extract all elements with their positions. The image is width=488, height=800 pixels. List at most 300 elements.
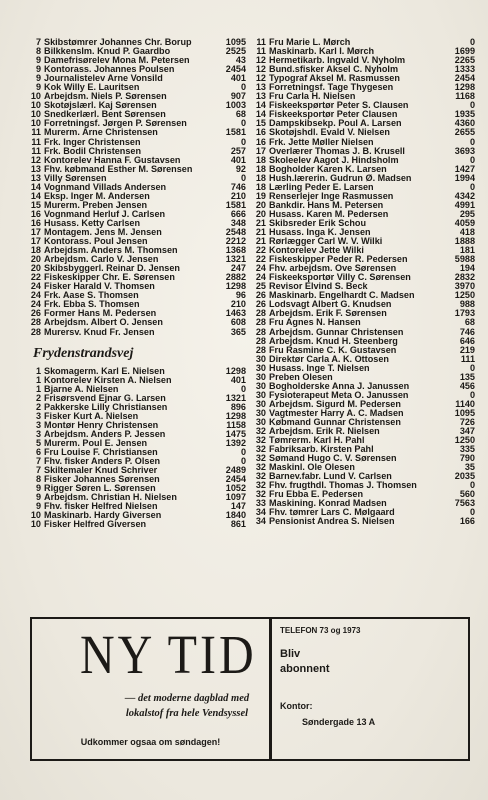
house-number: 9 — [35, 65, 41, 75]
list-item — [253, 237, 475, 246]
resident-name: Rigger Søren L. Sørensen — [44, 484, 156, 494]
house-number: 10 — [30, 110, 41, 120]
phone-number: 1793 — [454, 309, 475, 319]
list-item — [28, 412, 246, 421]
list-item — [28, 174, 246, 183]
resident-name: Fhv. fisker Helfred Nielsen — [44, 502, 158, 512]
house-number: 20 — [255, 200, 266, 210]
house-number: 32 — [255, 463, 266, 473]
house-number: 8 — [35, 475, 41, 485]
phone-number: 1250 — [454, 291, 475, 301]
phone-number: 347 — [459, 427, 475, 437]
house-number: 28 — [255, 336, 266, 346]
list-item — [28, 300, 246, 309]
phone-number: 348 — [230, 218, 246, 228]
house-number: 7 — [35, 466, 41, 476]
house-number: 34 — [255, 517, 266, 527]
phone-number: 988 — [459, 300, 475, 310]
phone-number: 96 — [235, 291, 246, 301]
list-item — [28, 92, 246, 101]
list-item — [28, 38, 246, 47]
phone-number: 365 — [230, 327, 246, 337]
resident-name: Kontorass. Poul Jensen — [44, 237, 148, 247]
list-item — [253, 517, 475, 526]
list-item — [253, 427, 475, 436]
phone-number: 0 — [240, 447, 246, 457]
list-item — [28, 376, 246, 385]
phone-number: 2035 — [454, 472, 475, 482]
resident-name: Frisørsvend Ejnar G. Larsen — [44, 393, 166, 403]
phone-number: 2882 — [225, 273, 246, 283]
list-item — [253, 101, 475, 110]
phone-number: 1321 — [225, 255, 246, 265]
resident-name: Fru Marie L. Mørch — [269, 38, 351, 47]
list-item — [253, 499, 475, 508]
phone-number: 1140 — [455, 399, 475, 409]
list-item — [28, 448, 246, 457]
phone-number: 0 — [240, 83, 246, 93]
phone-number: 2265 — [454, 56, 475, 66]
list-item — [253, 255, 475, 264]
phone-number: 0 — [240, 137, 246, 147]
phone-number: 1888 — [454, 237, 475, 247]
list-item — [253, 436, 475, 445]
resident-name: Skibsreder Erik Schou — [269, 218, 367, 228]
ny-tid-logo: NY TID — [80, 624, 257, 686]
house-number: 28 — [30, 327, 41, 337]
phone-number: 4360 — [454, 119, 475, 129]
list-item — [28, 228, 246, 237]
resident-name: Fysioterapeut Meta O. Janussen — [269, 390, 409, 400]
phone-number: 2454 — [225, 65, 246, 75]
phone-number: 608 — [230, 318, 246, 328]
resident-name: Lærling Peder E. Larsen — [269, 182, 374, 192]
phone-number: 1250 — [454, 436, 475, 446]
list-item — [253, 337, 475, 346]
house-number: 1 — [35, 366, 41, 376]
phone-number: 0 — [469, 390, 475, 400]
resident-name: Vognmand Villads Andersen — [44, 182, 167, 192]
phone-number: 1935 — [454, 110, 475, 120]
list-item — [28, 101, 246, 110]
list-item — [253, 346, 475, 355]
phone-number: 3970 — [454, 282, 475, 292]
resident-name: Arbejdsm. Anders P. Jessen — [44, 429, 166, 439]
house-number: 11 — [256, 47, 266, 57]
resident-name: Fisker Johannes Sørensen — [44, 475, 160, 485]
resident-name: Kontorelev Hanna F. Gustavsen — [44, 155, 181, 165]
list-item — [253, 138, 475, 147]
phone-number: 1298 — [225, 282, 246, 292]
house-number: 17 — [255, 146, 266, 156]
phone-number: 1298 — [454, 83, 475, 93]
phone-number: 1581 — [225, 200, 246, 210]
list-item — [28, 201, 246, 210]
resident-name: Bund.sfisker Aksel C. Nyholm — [269, 65, 399, 75]
house-number: 10 — [30, 101, 41, 111]
phone-number: 210 — [230, 300, 246, 310]
phone-number: 907 — [230, 92, 246, 102]
list-item — [28, 457, 246, 466]
house-number: 7 — [35, 38, 41, 47]
resident-name: Fru Carla H. Nielsen — [269, 92, 356, 102]
phone-number: 1095 — [225, 38, 246, 47]
house-number: 30 — [255, 399, 266, 409]
resident-name: Renserlejer Inge Rasmussen — [269, 191, 394, 201]
list-item — [28, 147, 246, 156]
house-number: 12 — [255, 56, 266, 66]
list-item — [253, 463, 475, 472]
house-number: 2 — [35, 393, 41, 403]
list-item — [253, 147, 475, 156]
house-number: 11 — [31, 137, 41, 147]
phone-number: 181 — [459, 246, 475, 256]
house-number: 14 — [255, 101, 266, 111]
resident-name: Barnev.fabr. Lund V. Carlsen — [269, 472, 392, 482]
house-number: 10 — [30, 119, 41, 129]
phone-number: 0 — [469, 137, 475, 147]
house-number: 30 — [255, 417, 266, 427]
resident-name: Kok Willy E. Lauritsen — [44, 83, 140, 93]
phone-number: 746 — [230, 182, 246, 192]
resident-name: Vagtmester Harry A. C. Madsen — [269, 408, 404, 418]
list-item — [253, 355, 475, 364]
house-number: 32 — [255, 427, 266, 437]
house-number: 26 — [255, 300, 266, 310]
resident-name: Fabriksarb. Kirsten Pahl — [269, 445, 374, 455]
ad-abonnent: abonnent — [280, 663, 330, 675]
list-item — [28, 484, 246, 493]
resident-name: Husass. Inga K. Jensen — [269, 227, 371, 237]
phone-number: 2454 — [225, 475, 246, 485]
resident-name: Husass. Ketty Carlsen — [44, 218, 141, 228]
ad-address: Søndergade 13 A — [302, 717, 376, 727]
phone-number: 1097 — [225, 493, 246, 503]
house-number: 21 — [255, 227, 266, 237]
house-number: 22 — [255, 255, 266, 265]
house-number: 30 — [255, 381, 266, 391]
ad-side-panel — [272, 619, 468, 759]
house-number: 14 — [255, 110, 266, 120]
phone-number: 2212 — [225, 237, 246, 247]
list-item — [253, 83, 475, 92]
resident-name: Skoleelev Aagot J. Hindsholm — [269, 155, 399, 165]
resident-name: Skibstømrer Johannes Chr. Borup — [44, 38, 192, 47]
resident-name: Arbejdsm. Gunnar Christensen — [269, 327, 404, 337]
house-number: 16 — [255, 128, 266, 138]
house-number: 24 — [30, 291, 41, 301]
list-item — [253, 481, 475, 490]
resident-name: Snedkerlærl. Bent Sørensen — [44, 110, 166, 120]
phone-number: 1699 — [454, 47, 475, 57]
house-number: 24 — [30, 282, 41, 292]
resident-name: Fhv. arbejdsm. Ove Sørensen — [269, 264, 397, 274]
house-number: 24 — [255, 264, 266, 274]
resident-name: Murersv. Knud Fr. Jensen — [44, 327, 155, 337]
phone-number: 0 — [240, 173, 246, 183]
list-item — [253, 418, 475, 427]
list-item — [253, 373, 475, 382]
resident-name: Skomagerm. Karl E. Nielsen — [44, 366, 165, 376]
phone-number: 746 — [459, 327, 475, 337]
phone-number: 1463 — [225, 309, 246, 319]
list-item — [28, 210, 246, 219]
list-item — [253, 291, 475, 300]
ad-phone: TELEFON 73 og 1973 — [280, 626, 361, 635]
list-item — [253, 409, 475, 418]
resident-name: Maskinl. Ole Olesen — [269, 463, 355, 473]
house-number: 3 — [35, 420, 41, 430]
list-item — [253, 445, 475, 454]
resident-name: Murerm. Poul E. Jensen — [44, 438, 148, 448]
list-item — [28, 156, 246, 165]
resident-name: Arbejdsm. Christian H. Nielsen — [44, 493, 177, 503]
list-item — [28, 502, 246, 511]
resident-name: Frk. Inger Christensen — [44, 137, 141, 147]
house-number: 30 — [255, 408, 266, 418]
list-item — [28, 183, 246, 192]
list-item — [253, 56, 475, 65]
resident-name: Fru Ebba E. Pedersen — [269, 490, 363, 500]
list-item — [253, 219, 475, 228]
house-number: 18 — [30, 246, 41, 256]
house-number: 17 — [30, 227, 41, 237]
resident-name: Montør Henry Christensen — [44, 420, 159, 430]
resident-name: Montagem. Jens M. Jensen — [44, 227, 162, 237]
house-number: 13 — [255, 83, 266, 93]
phone-number: 861 — [230, 520, 246, 530]
house-number: 33 — [255, 499, 266, 509]
ad-bliv: Bliv — [280, 648, 301, 660]
phone-number: 418 — [459, 227, 475, 237]
list-item — [253, 210, 475, 219]
resident-name: Fisker Harald V. Thomsen — [44, 282, 155, 292]
house-number: 32 — [255, 445, 266, 455]
house-number: 25 — [255, 282, 266, 292]
house-number: 13 — [255, 92, 266, 102]
phone-number: 2525 — [225, 47, 246, 57]
phone-number: 1333 — [454, 65, 475, 75]
phone-number: 0 — [240, 384, 246, 394]
phone-number: 1158 — [226, 420, 246, 430]
resident-name: Fhv. frugthdl. Thomas J. Thomsen — [269, 481, 417, 491]
house-number: 30 — [255, 372, 266, 382]
house-number: 15 — [30, 200, 41, 210]
phone-number: 68 — [464, 318, 475, 328]
list-item — [253, 92, 475, 101]
list-item — [253, 490, 475, 499]
resident-name: Arbejdsm. Carlo V. Jensen — [44, 255, 159, 265]
list-item — [28, 493, 246, 502]
house-number: 19 — [255, 191, 266, 201]
phone-number: 666 — [230, 209, 246, 219]
house-number: 20 — [30, 255, 41, 265]
phone-number: 35 — [464, 463, 475, 473]
resident-name: Hush.lærerin. Gudrun Ø. Madsen — [269, 173, 412, 183]
house-number: 24 — [255, 273, 266, 283]
list-item — [28, 291, 246, 300]
list-item — [28, 192, 246, 201]
list-item — [28, 394, 246, 403]
resident-name: Bogholderske Anna J. Janussen — [269, 381, 410, 391]
phone-number: 896 — [230, 402, 246, 412]
list-item — [253, 119, 475, 128]
house-number: 9 — [35, 56, 41, 66]
phone-number: 219 — [459, 345, 475, 355]
house-number: 10 — [30, 520, 41, 530]
list-item — [28, 165, 246, 174]
resident-name: Husass. Inge T. Nielsen — [269, 363, 370, 373]
list-item — [253, 508, 475, 517]
resident-name: Hermetikarb. Ingvald V. Nyholm — [269, 56, 406, 66]
resident-name: Fhv. tømrer Lars C. Mølgaard — [269, 508, 395, 518]
house-number: 10 — [30, 511, 41, 521]
list-item — [253, 391, 475, 400]
resident-name: Murerm. Preben Jensen — [44, 200, 148, 210]
resident-name: Fisker Helfred Giversen — [44, 520, 147, 530]
list-item — [28, 403, 246, 412]
resident-name: Arbejdsm. Knud H. Steenberg — [269, 336, 398, 346]
resident-name: Damefrisørelev Mona M. Petersen — [44, 56, 190, 66]
house-number: 28 — [30, 318, 41, 328]
resident-name: Fhv. fisker Anders P. Olsen — [44, 457, 161, 467]
phone-number: 3693 — [454, 146, 475, 156]
resident-name: Fru Agnes N. Hansen — [269, 318, 361, 328]
phone-number: 401 — [230, 155, 246, 165]
section-heading: Frydenstrandsvej — [33, 345, 134, 361]
resident-name: Skotøjslærl. Kaj Sørensen — [44, 101, 157, 111]
phone-number: 5988 — [454, 255, 475, 265]
left-list — [28, 38, 246, 337]
resident-name: Eksp. Inger M. Andersen — [44, 191, 150, 201]
house-number: 24 — [30, 300, 41, 310]
resident-name: Kontorelev Jette Wilki — [269, 246, 364, 256]
house-number: 18 — [255, 173, 266, 183]
house-number: 32 — [255, 472, 266, 482]
list-item — [28, 83, 246, 92]
list-item — [28, 309, 246, 318]
resident-name: Forretningsf. Tage Thygesen — [269, 83, 394, 93]
phone-number: 2832 — [454, 273, 475, 283]
list-item — [28, 511, 246, 520]
list-item — [253, 264, 475, 273]
resident-name: Bogholder Karen K. Larsen — [269, 164, 387, 174]
house-number: 11 — [256, 38, 266, 47]
resident-name: Maskinarb. Engelhardt C. Madsen — [269, 291, 415, 301]
house-number: 12 — [255, 74, 266, 84]
house-number: 18 — [255, 155, 266, 165]
house-number: 28 — [255, 318, 266, 328]
list-item — [253, 282, 475, 291]
resident-name: Fru Louise F. Christiansen — [44, 447, 158, 457]
list-item — [28, 328, 246, 337]
resident-name: Revisor Elvind S. Beck — [269, 282, 368, 292]
house-number: 16 — [30, 218, 41, 228]
left-column — [28, 38, 246, 529]
list-item — [253, 228, 475, 237]
resident-name: Fiskeskipper Peder R. Pedersen — [269, 255, 408, 265]
resident-name: Pensionist Andrea S. Nielsen — [269, 517, 395, 527]
resident-name: Fiskeekspørtør Peter S. Clausen — [269, 101, 409, 111]
phone-number: 147 — [230, 502, 246, 512]
house-number: 21 — [255, 237, 266, 247]
phone-number: 43 — [235, 56, 246, 66]
resident-name: Skibsbyggerl. Reinar D. Jensen — [44, 264, 180, 274]
phone-number: 7563 — [454, 499, 475, 509]
resident-name: Frk. Aase S. Thomsen — [44, 291, 139, 301]
house-number: 18 — [255, 182, 266, 192]
phone-number: 1168 — [455, 92, 475, 102]
house-number: 9 — [35, 502, 41, 512]
list-item — [253, 309, 475, 318]
house-number: 20 — [255, 209, 266, 219]
ny-tid-advertisement — [30, 617, 470, 761]
resident-name: Frk. Ebba S. Thomsen — [44, 300, 140, 310]
list-item — [28, 74, 246, 83]
phone-number: 0 — [469, 481, 475, 491]
ad-tagline: — det moderne dagblad med lokalstof fra hele Vendsyssel — [124, 693, 250, 719]
list-item — [28, 128, 246, 137]
phone-number: 1095 — [454, 408, 475, 418]
resident-name: Forretningsf. Jørgen P. Sørensen — [44, 119, 187, 129]
phone-number: 166 — [459, 517, 475, 527]
phone-number: 111 — [460, 354, 475, 364]
phone-number: 0 — [240, 457, 246, 467]
phone-number: 68 — [235, 110, 246, 120]
house-number: 32 — [255, 436, 266, 446]
left-list-2 — [28, 367, 246, 530]
list-item — [28, 255, 246, 264]
list-item — [28, 430, 246, 439]
house-number: 20 — [30, 264, 41, 274]
phone-number: 646 — [459, 336, 475, 346]
house-number: 26 — [30, 309, 41, 319]
phone-number: 210 — [230, 191, 246, 201]
resident-name: Rørlægger Carl W. V. Wilki — [269, 237, 383, 247]
resident-name: Arbejdsm. Niels P. Sørensen — [44, 92, 167, 102]
list-item — [253, 156, 475, 165]
resident-name: Husass. Karen M. Pedersen — [269, 209, 389, 219]
resident-name: Frk. Jette Møller Nielsen — [269, 137, 374, 147]
house-number: 17 — [30, 237, 41, 247]
list-item — [28, 56, 246, 65]
right-column — [253, 38, 475, 527]
phone-number: 4342 — [454, 191, 475, 201]
phone-number: 1052 — [225, 484, 246, 494]
resident-name: Fhv. købmand Esther M. Sørensen — [44, 164, 193, 174]
resident-name: Arbejdsm. Sigurd M. Pedersen — [269, 399, 401, 409]
house-number: 28 — [255, 309, 266, 319]
phone-number: 1298 — [225, 366, 246, 376]
phone-number: 247 — [230, 264, 246, 274]
list-item — [28, 367, 246, 376]
resident-name: Direktør Carla A. K. Ottosen — [269, 354, 389, 364]
house-number: 34 — [255, 508, 266, 518]
house-number: 9 — [35, 83, 41, 93]
house-number: 9 — [35, 493, 41, 503]
list-item — [253, 110, 475, 119]
phone-number: 0 — [240, 119, 246, 129]
phone-number: 4991 — [454, 200, 475, 210]
list-item — [28, 138, 246, 147]
list-item — [28, 466, 246, 475]
list-item — [253, 38, 475, 47]
resident-name: Bjarne A. Nielsen — [44, 384, 119, 394]
resident-name: Arbejdsm. Erik F. Sørensen — [269, 309, 387, 319]
resident-name: Lodsvagt Albert G. Knudsen — [269, 300, 392, 310]
house-number: 7 — [35, 457, 41, 467]
list-item — [253, 183, 475, 192]
